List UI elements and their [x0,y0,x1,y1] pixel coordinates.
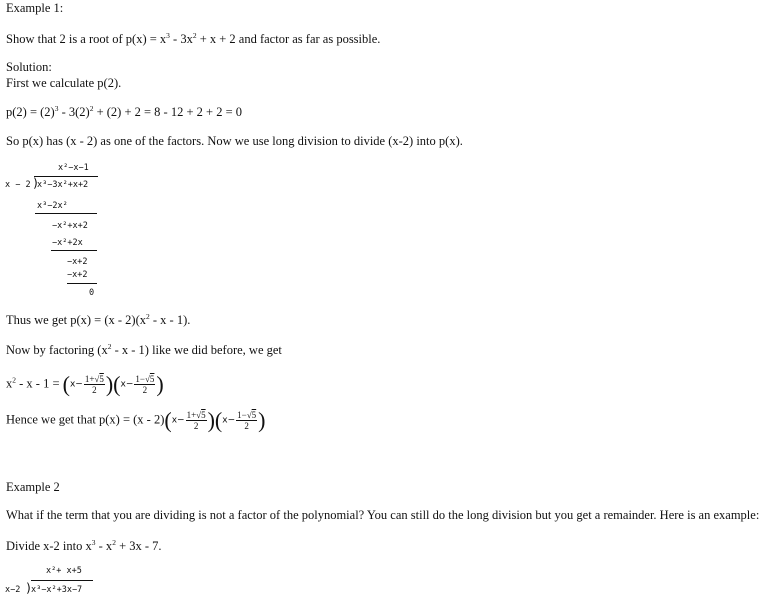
division-bar [34,176,98,177]
division-remainder: 0 [89,288,95,298]
first-step-text: First we calculate p(2). [6,76,122,90]
example2-question: What if the term that you are dividing is not a factor of the polynomial? You can still do the long division but you get a remainder. Here is an example: [6,508,760,522]
division-bar [31,580,93,581]
division-step: −x²+2x [52,238,83,248]
division-step: −x²+x+2 [52,221,88,231]
example1-statement: Show that 2 is a root of $p(x) = x^3 - 3x^2 + x + 2$ and factor as far as possible. [6,31,381,46]
full-factorization: Hence we get that p(x) = (x - 2)(x− $\frac{1+√5}{2}$ )(x− $\frac{1-√5}{2}$ ) [6,407,266,433]
example1-heading: Example 1: [6,1,64,15]
division-step: x³−2x² [37,201,68,211]
factoring-intro: Now by factoring ($x^2$ - x - 1) like we did before, we get [6,342,282,357]
factor-statement: So p(x) has (x - 2) as one of the factors. Now we use long division to divide (x-2) into p(x). [6,134,463,148]
quotient: x²+ x+5 [46,566,82,576]
division-rule [51,250,97,251]
divisor: x−2 [5,585,21,595]
factored-quadratic: $x^2 - x - 1 = (x-$ $\frac{1+√5}{2}$ )(x− $\frac{1-√5}{2}$ ) [6,371,164,397]
example2-heading: Example 2 [6,480,60,494]
result-line: Thus we get $p(x) = (x - 2)(x^2 - x - 1)$. [6,312,191,327]
p2-calculation: $p(2) = (2)^3 - 3(2)^2 + (2) + 2 = 8 - 12 + 2 + 2 = 0$ [6,104,242,119]
divisor: x − 2 [5,180,31,190]
example2-task: Divide x-2 into $x^3 - x^2 + 3x - 7$. [6,538,162,553]
division-rule [67,283,97,284]
division-step: −x+2 [67,270,88,280]
division-bracket: ) [32,176,40,190]
dividend: x³−3x²+x+2 [37,180,89,190]
dividend: x³−x²+3x−7 [31,585,83,595]
division-bracket: ) [25,581,33,595]
division-rule [35,213,97,214]
quotient: x²−x−1 [58,163,89,173]
division-step: −x+2 [67,257,88,267]
solution-label: Solution: [6,60,52,74]
